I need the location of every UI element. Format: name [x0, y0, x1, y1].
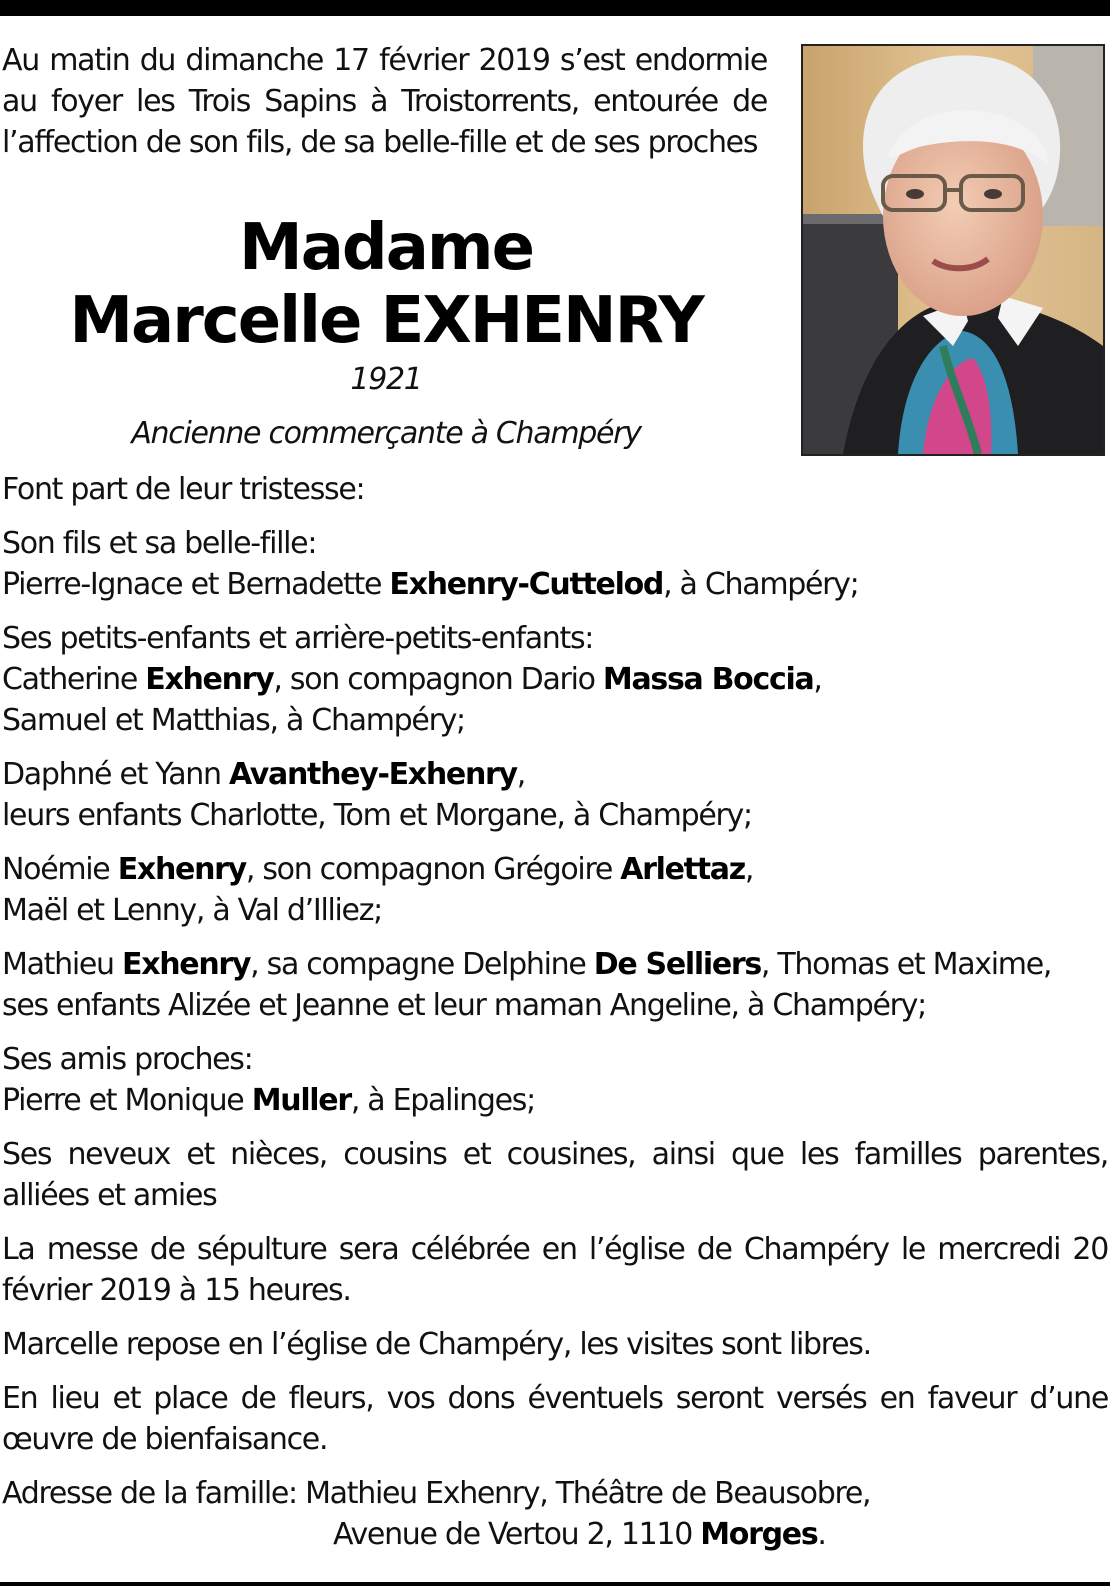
mathieu-children: ses enfants Alizée et Jeanne et leur maman Angeline, à Champéry; — [2, 988, 926, 1023]
daphne-children: leurs enfants Charlotte, Tom et Morgane, à Champéry; — [2, 798, 752, 833]
friends-surname: Muller — [251, 1083, 351, 1118]
catherine-partner-surname: Massa Boccia — [602, 662, 814, 697]
catherine-first: Catherine — [2, 662, 146, 697]
mathieu-paragraph — [2, 944, 1108, 1026]
repose-paragraph: Marcelle repose en l’église de Champéry, les visites sont libres. — [2, 1327, 871, 1362]
relatives-paragraph: Ses neveux et nièces, cousins et cousines, ainsi que les familles parentes, alliées et amies — [2, 1137, 1108, 1213]
daphne-paragraph — [2, 754, 1108, 836]
obituary-body — [2, 469, 1108, 1568]
mathieu-partner: , sa compagne Delphine — [250, 947, 594, 982]
mathieu-partner-surname: De Selliers — [593, 947, 761, 982]
son-location: , à Champéry; — [663, 567, 859, 602]
announcement: Font part de leur tristesse: — [2, 472, 365, 507]
bottom-rule — [0, 1582, 1110, 1586]
noemie-children: Maël et Lenny, à Val d’Illiez; — [2, 893, 382, 928]
son-surname: Exhenry-Cuttelod — [389, 567, 664, 602]
occupation: Ancienne commerçante à Champéry — [131, 416, 641, 451]
son-names: Pierre-Ignace et Bernadette — [2, 567, 390, 602]
donations-paragraph: En lieu et place de fleurs, vos dons éventuels seront versés en faveur d’une œuvre de bienfaisance. — [2, 1381, 1108, 1457]
intro-paragraph: Au matin du dimanche 17 février 2019 s’est endormie au foyer les Trois Sapins à Troistorrents, entourée de l’affection de son fils, de sa belle-fille et de ses proches — [2, 43, 767, 160]
noemie-first: Noémie — [2, 852, 118, 887]
address-label: Adresse de la famille: — [2, 1476, 306, 1511]
son-paragraph — [2, 523, 1108, 605]
noemie-paragraph — [2, 849, 1108, 931]
daphne-comma: , — [516, 757, 526, 792]
catherine-partner: , son compagnon Dario — [273, 662, 603, 697]
noemie-partner: , son compagnon Grégoire — [245, 852, 621, 887]
address-line-2: Avenue de Vertou 2, 1110 — [333, 1517, 701, 1552]
noemie-partner-surname: Arlettaz — [620, 852, 745, 887]
daphne-first: Daphné et Yann — [2, 757, 229, 792]
mathieu-first: Mathieu — [2, 947, 122, 982]
catherine-comma: , — [813, 662, 822, 697]
grandchildren-heading: Ses petits-enfants et arrière-petits-enfants: — [2, 621, 594, 656]
deceased-name: Marcelle EXHENRY — [69, 284, 703, 358]
honorific: Madame — [239, 211, 533, 285]
noemie-surname: Exhenry — [117, 852, 246, 887]
top-rule — [0, 0, 1110, 16]
friends-paragraph — [2, 1039, 1108, 1121]
friends-names: Pierre et Monique — [2, 1083, 252, 1118]
friends-heading: Ses amis proches: — [2, 1042, 253, 1077]
birth-year: 1921 — [350, 362, 422, 397]
catherine-children: Samuel et Matthias, à Champéry; — [2, 703, 465, 738]
catherine-surname: Exhenry — [145, 662, 274, 697]
grandchildren-paragraph — [2, 618, 1108, 741]
address-paragraph — [2, 1473, 1108, 1555]
friends-location: , à Epalinges; — [350, 1083, 535, 1118]
mathieu-children-first: , Thomas et Maxime, — [760, 947, 1052, 982]
mass-paragraph: La messe de sépulture sera célébrée en l’église de Champéry le mercredi 20 février 2019 à 15 heures. — [2, 1232, 1108, 1308]
noemie-comma: , — [744, 852, 754, 887]
mathieu-surname: Exhenry — [122, 947, 251, 982]
daphne-surname: Avanthey-Exhenry — [228, 757, 517, 792]
address-city: Morges — [700, 1517, 818, 1552]
portrait-photo — [801, 44, 1105, 456]
address-period: . — [817, 1517, 826, 1552]
address-line-1: Mathieu Exhenry, Théâtre de Beausobre, — [305, 1476, 871, 1511]
son-heading: Son fils et sa belle-fille: — [2, 526, 317, 561]
